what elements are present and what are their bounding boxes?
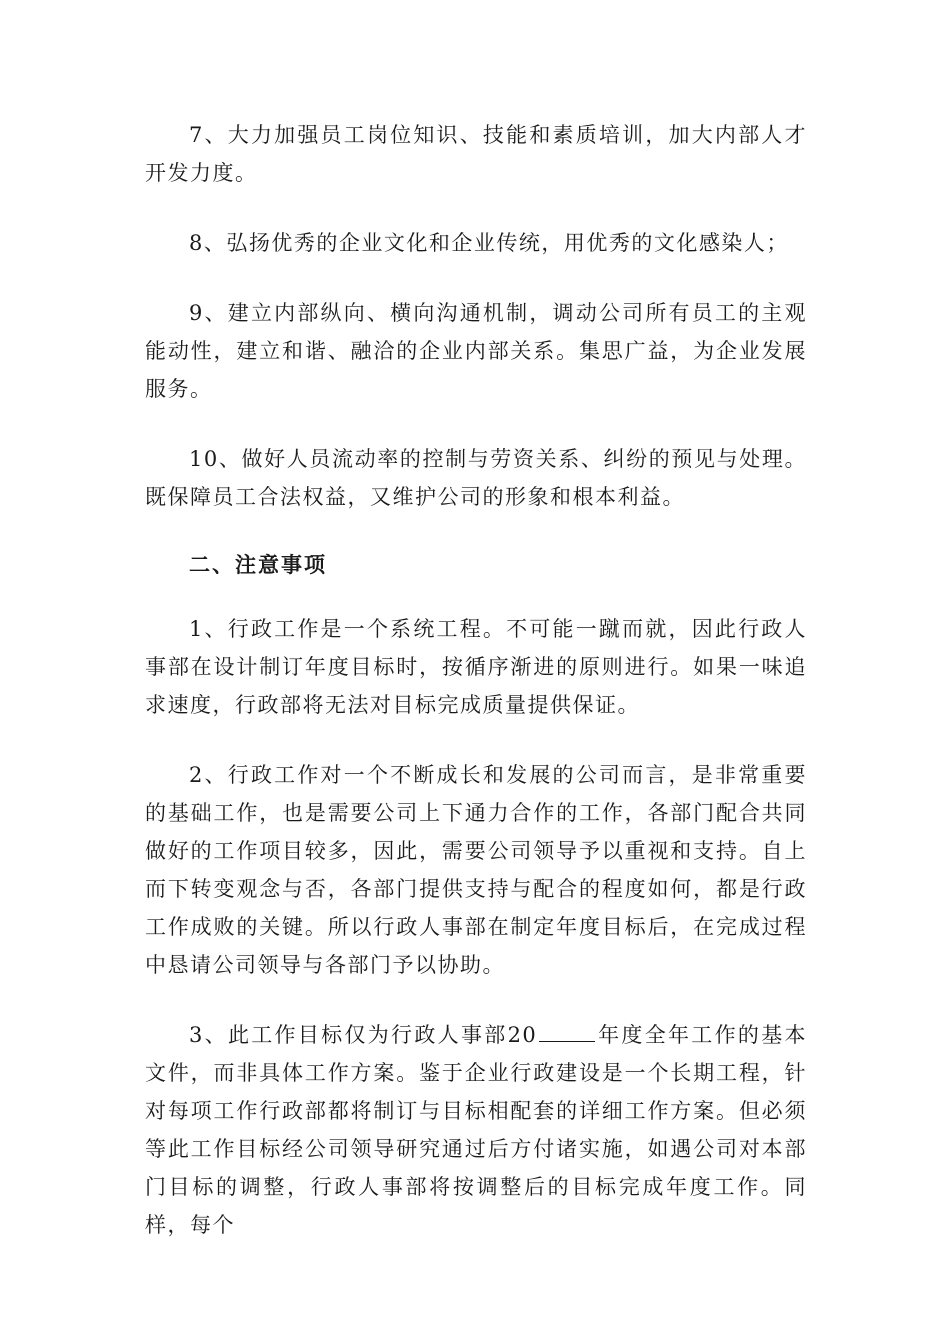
paragraph-item-8: 8、弘扬优秀的企业文化和企业传统，用优秀的文化感染人； — [189, 231, 789, 255]
note-item-1: 1、行政工作是一个系统工程。不可能一蹴而就，因此行政人事部在设计制订年度目标时，按循序渐进的原则进行。如果一味追求速度，行政部将无法对目标完成质量提供保证。 — [145, 617, 807, 717]
document-body — [145, 116, 807, 1244]
paragraph-item-7: 7、大力加强员工岗位知识、技能和素质培训，加大内部人才开发力度。 — [145, 123, 807, 185]
note-item-3-text-before: 3、此工作目标仅为行政人事部20 — [189, 1023, 538, 1047]
note-item-3-text-after: 年度全年工作的基本文件，而非具体工作方案。鉴于企业行政建设是一个长期工程，针对每项工作行政部都将制订与目标相配套的详细工作方案。但必须等此工作目标经公司领导研究通过后方付诸实施，如遇公司对本部门目标的调整，行政人事部将按调整后的目标完成年度工作。同样，每个 — [145, 1023, 807, 1237]
paragraph-item-9: 9、建立内部纵向、横向沟通机制，调动公司所有员工的主观能动性，建立和谐、融洽的企业内部关系。集思广益，为企业发展服务。 — [145, 301, 807, 401]
fill-in-blank — [539, 1023, 595, 1042]
note-item-2: 2、行政工作对一个不断成长和发展的公司而言，是非常重要的基础工作，也是需要公司上下通力合作的工作，各部门配合共同做好的工作项目较多，因此，需要公司领导予以重视和支持。自上而下转变观念与否，各部门提供支持与配合的程度如何，都是行政工作成败的关键。所以行政人事部在制定年度目标后，在完成过程中恳请公司领导与各部门予以协助。 — [145, 763, 807, 977]
note-item-3 — [145, 1016, 807, 1244]
section-heading: 二、注意事项 — [189, 552, 327, 577]
paragraph-item-10: 10、做好人员流动率的控制与劳资关系、纠纷的预见与处理。既保障员工合法权益，又维护公司的形象和根本利益。 — [145, 447, 807, 509]
